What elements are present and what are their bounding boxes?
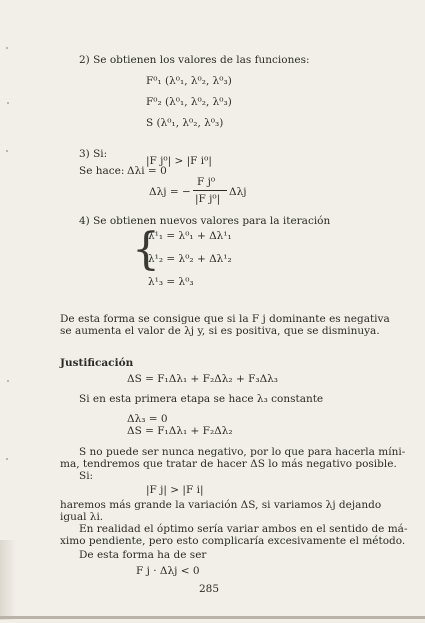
- step-2-text: 2) Se obtienen los valores de las funciones:: [79, 54, 310, 66]
- paragraph-3-line-1: S no puede ser nunca negativo, por lo que para hacerla míni-: [79, 446, 406, 458]
- step-3-text: 3) Si:: [79, 148, 108, 160]
- system-brace: {: [132, 224, 160, 275]
- function-f1: F⁰₁ (λ⁰₁, λ⁰₂, λ⁰₃): [146, 75, 232, 87]
- scan-speck: [6, 47, 8, 49]
- scan-speck: [7, 380, 9, 382]
- scan-shadow: [0, 540, 16, 620]
- equation-delta-s-reduced: ΔS = F₁Δλ₁ + F₂Δλ₂: [127, 425, 233, 437]
- function-s: S (λ⁰₁, λ⁰₂, λ⁰₃): [146, 117, 224, 129]
- paragraph-2: Si en esta primera etapa se hace λ₃ constante: [79, 393, 324, 405]
- equation-delta-s: ΔS = F₁Δλ₁ + F₂Δλ₂ + F₃Δλ₃: [127, 373, 279, 385]
- step-4-text: 4) Se obtienen nuevos valores para la iteración: [79, 215, 331, 227]
- system-eq-1: λ¹₁ = λ⁰₁ + Δλ¹₁: [148, 230, 232, 242]
- fraction-bar: [193, 190, 227, 191]
- delta-lambda-j-lhs: Δλj = −: [149, 186, 191, 198]
- equation-fj-dlj: F j · Δλj < 0: [136, 565, 200, 577]
- condition-fj-fi-2: |F j| > |F i|: [146, 484, 204, 496]
- system-eq-2: λ¹₂ = λ⁰₂ + Δλ¹₂: [148, 253, 232, 265]
- paragraph-1-line-2: se aumenta el valor de λj y, si es positiva, que se disminuya.: [60, 325, 380, 337]
- delta-lambda-j-rhs: Δλj: [229, 186, 247, 198]
- paragraph-3-line-2: ma, tendremos que tratar de hacer ΔS lo más negativo posible.: [60, 458, 397, 470]
- paragraph-5-line-2: ximo pendiente, pero esto complicaría excesivamente el método.: [60, 535, 406, 547]
- se-hace-label: Se hace:: [79, 165, 125, 177]
- system-eq-3: λ¹₃ = λ⁰₃: [148, 276, 194, 288]
- condition-fj-fi: |F j⁰| > |F i⁰|: [146, 155, 212, 167]
- page-number: 285: [199, 583, 220, 595]
- section-heading: Justificación: [60, 357, 134, 369]
- paragraph-5-line-1: En realidad el óptimo sería variar ambos en el sentido de má-: [79, 523, 408, 535]
- fraction-denominator: |F j⁰|: [195, 193, 221, 205]
- paragraph-6: De esta forma ha de ser: [79, 549, 207, 561]
- paragraph-3-line-3: Si:: [79, 470, 94, 482]
- scan-speck: [6, 150, 8, 152]
- function-f2: F⁰₂ (λ⁰₁, λ⁰₂, λ⁰₃): [146, 96, 232, 108]
- paragraph-4-line-2: igual λi.: [60, 511, 104, 523]
- delta-lambda-i: Δλi = 0: [127, 165, 167, 177]
- fraction-numerator: F j⁰: [197, 176, 216, 188]
- equation-delta-lambda-3: Δλ₃ = 0: [127, 413, 168, 425]
- scan-speck: [6, 458, 8, 460]
- page-bottom-edge: [0, 616, 425, 619]
- scan-speck: [7, 102, 9, 104]
- paragraph-1-line-1: De esta forma se consigue que si la F j dominante es negativa: [60, 313, 390, 325]
- paragraph-4-line-1: haremos más grande la variación ΔS, si variamos λj dejando: [60, 499, 382, 511]
